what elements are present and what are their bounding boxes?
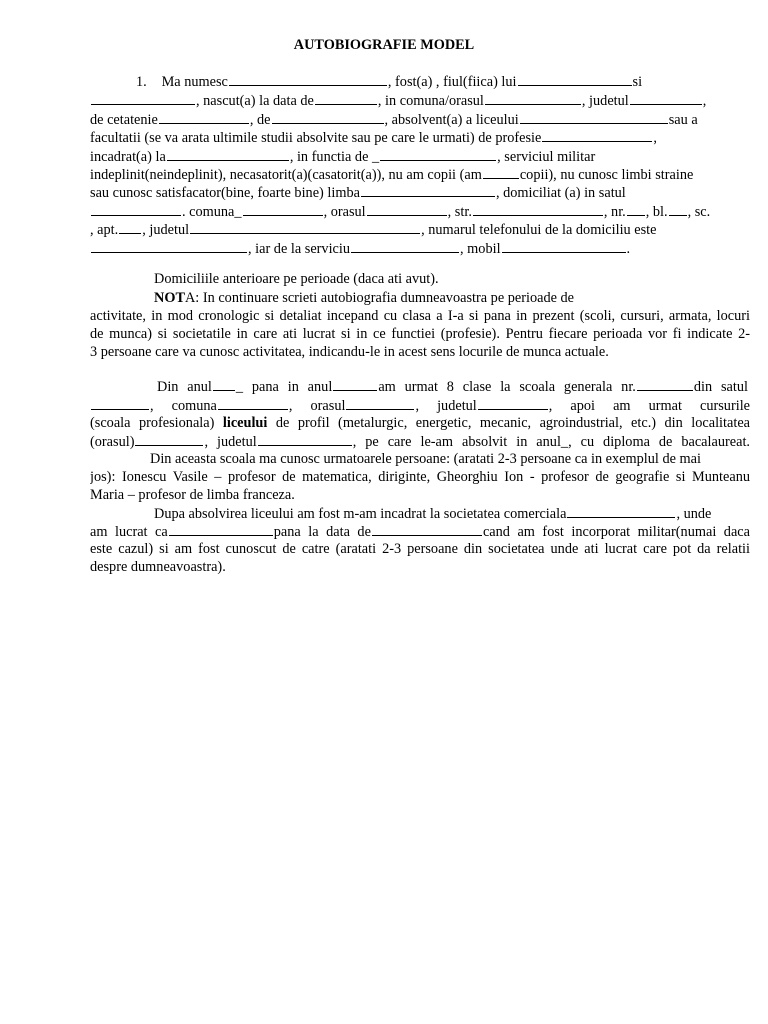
birth-county-blank[interactable]	[630, 91, 702, 105]
start-year-blank[interactable]	[213, 377, 235, 391]
father-name-blank[interactable]	[518, 72, 632, 86]
nota-line: NOTA: In continuare scrieti autobiografia dumneavoastra pe perioade de	[154, 290, 575, 306]
job-title-blank[interactable]	[380, 147, 496, 161]
company-blank[interactable]	[567, 504, 675, 518]
form-line-6: indeplinit(neindeplinit), necasatorit(a)(casatorit(a)), nu am copii (am copii), nu cunosc limbi straine	[90, 167, 694, 183]
nationality-blank[interactable]	[272, 110, 384, 124]
school-line-7: Maria – profesor de limba franceza.	[90, 487, 295, 503]
form-line-9: , apt. , judetul , numarul telefonului de la domiciliu este	[90, 222, 657, 238]
school-line-1: Din anul _ pana in anul am urmat 8 clase la scoala generala nr. din satul	[157, 379, 748, 395]
highschool-county-blank[interactable]	[258, 432, 352, 446]
form-line-8: . comuna_ , orasul , str. , nr. , bl. , sc.	[90, 202, 748, 220]
school-line-3: (scoala profesionala) liceului de profil (metalurgic, energetic, mecanic, agroindustrial, etc.) din localitatea	[90, 415, 750, 431]
work-line-3: este cazul) si am fost cunoscut de catre (aratati 2-3 persoane din societatea unde ati lucrat care pot da relatii	[90, 541, 750, 557]
until-date-blank[interactable]	[372, 522, 482, 536]
language-blank[interactable]	[361, 183, 495, 197]
document-title: AUTOBIOGRAFIE MODEL	[293, 37, 475, 53]
highschool-city-blank[interactable]	[135, 432, 203, 446]
home-phone-blank[interactable]	[91, 239, 247, 253]
birth-date-blank[interactable]	[315, 91, 377, 105]
city-blank[interactable]	[367, 202, 447, 216]
citizenship-blank[interactable]	[159, 110, 249, 124]
form-line-7: sau cunosc satisfacator(bine, foarte bine) limba , domiciliat (a) in satul	[90, 185, 626, 201]
school-county-blank[interactable]	[478, 396, 548, 410]
apartment-blank[interactable]	[119, 220, 141, 234]
nota-line-4: 3 persoane care va cunosc activitatea, indicandu-le in acest sens locurile de munca actuale.	[90, 344, 609, 360]
school-line-5: Din aceasta scoala ma cunosc urmatoarele persoane: (aratati 2-3 persoane ca in exemplul de mai	[150, 451, 701, 467]
nota-line-3: de munca) si societatile in care ati lucrat si in ce functiei (profesie). Pentru fiecare perioada vor fi indicate 2-	[90, 326, 750, 342]
form-line-3: de cetatenie , de , absolvent(a) a liceului sau a	[90, 112, 698, 128]
mother-name-blank[interactable]	[91, 91, 195, 105]
work-line-2: am lucrat ca pana la data de cand am fost incorporat militar(numai daca	[90, 524, 750, 540]
school-line-6: jos): Ionescu Vasile – profesor de matematica, diriginte, Gheorghiu Ion - profesor de geografie si Munteanu	[90, 469, 750, 485]
mobile-phone-blank[interactable]	[502, 239, 626, 253]
block-blank[interactable]	[669, 202, 687, 216]
form-line-10: , iar de la serviciu , mobil .	[90, 239, 748, 257]
commune-blank[interactable]	[243, 202, 323, 216]
form-line-2: , nascut(a) la data de , in comuna/orasul , judetul ,	[90, 91, 748, 109]
children-count-blank[interactable]	[483, 165, 519, 179]
school-village-blank[interactable]	[91, 396, 149, 410]
employer-blank[interactable]	[167, 147, 289, 161]
work-line-1: Dupa absolvirea liceului am fost m-am incadrat la societatea comerciala , unde	[154, 506, 712, 522]
school-commune-blank[interactable]	[218, 396, 288, 410]
position-blank[interactable]	[169, 522, 273, 536]
street-blank[interactable]	[473, 202, 603, 216]
county-blank[interactable]	[190, 220, 420, 234]
work-phone-blank[interactable]	[351, 239, 459, 253]
highschool-blank[interactable]	[520, 110, 668, 124]
number-blank[interactable]	[627, 202, 645, 216]
profession-blank[interactable]	[542, 128, 652, 142]
domicilii-line: Domiciliile anterioare pe perioade (daca ati avut).	[154, 271, 439, 287]
school-city-blank[interactable]	[346, 396, 414, 410]
school-number-blank[interactable]	[637, 377, 693, 391]
end-year-blank[interactable]	[333, 377, 377, 391]
form-line-1: 1. Ma numesc , fost(a) , fiul(fiica) lui si	[136, 74, 643, 90]
birth-city-blank[interactable]	[485, 91, 581, 105]
name-blank[interactable]	[229, 72, 387, 86]
form-line-4: facultatii (se va arata ultimile studii absolvite sau pe care le urmati) de profesie ,	[90, 130, 657, 146]
village-blank[interactable]	[91, 202, 181, 216]
work-line-4: despre dumneavoastra).	[90, 559, 226, 575]
form-line-5: incadrat(a) la , in functia de _ , serviciul militar	[90, 149, 596, 165]
school-line-4: (orasul) , judetul , pe care le-am absolvit in anul_, cu diploma de bacalaureat.	[90, 434, 750, 450]
school-line-2: , comuna , orasul , judetul , apoi am urmat cursurile	[90, 396, 750, 414]
nota-line-2: activitate, in mod cronologic si detaliat incepand cu clasa a I-a si pana in prezent (scoli, cursuri, armata, locuri	[90, 308, 750, 324]
